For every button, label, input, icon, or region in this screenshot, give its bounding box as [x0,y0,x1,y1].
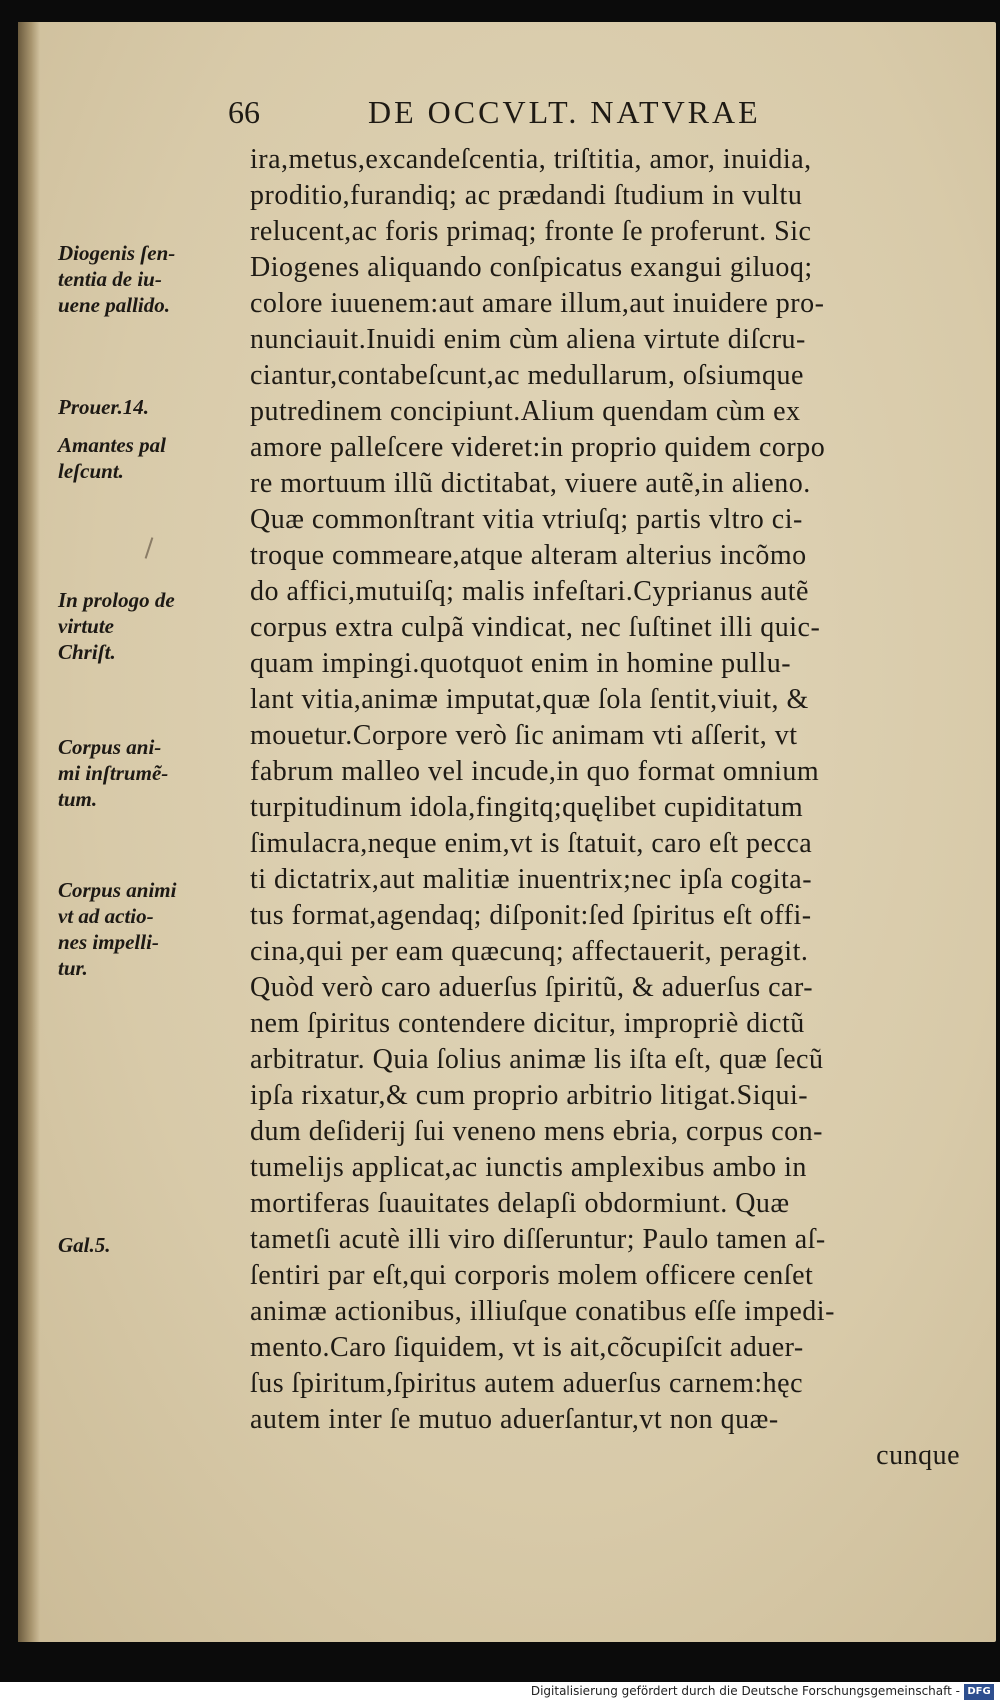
marginal-note: Gal.5. [58,1233,111,1257]
text-line: ciantur,contabeſcunt,ac medullarum, oſsiumque [250,360,804,391]
text-line: tus format,agendaq; diſponit:ſed ſpiritus eſt offi- [250,900,812,931]
text-line: putredinem concipiunt.Alium quendam cùm ex [250,396,801,427]
page-number: 66 [228,94,260,130]
text-line: quam impingi.quotquot enim in homine pullu- [250,648,792,679]
text-line: Quòd verò caro aduerſus ſpiritũ, & aduerſus car- [250,972,814,1003]
text-line: tametſi acutè illi viro diſſeruntur; Paulo tamen aſ- [250,1224,826,1255]
text-line: nem ſpiritus contendere dicitur, impropriè dictũ [250,1008,805,1039]
text-line: dum deſiderij ſui veneno mens ebria, corpus con- [250,1116,823,1147]
text-line: Diogenes aliquando conſpicatus exangui giluoq; [250,252,813,283]
text-line: relucent,ac foris primaq; fronte ſe proferunt. Sic [250,216,812,247]
text-line: ſimulacra,neque enim,vt is ſtatuit, caro eſt pecca [250,828,813,859]
text-line: mortiferas ſuauitates delapſi obdormiunt. Quæ [250,1188,790,1219]
text-line: Quæ commonſtrant vitia vtriuſq; partis vltro ci- [250,504,803,535]
text-line: lant vitia,animæ imputat,quæ ſola ſentit,viuit, & [250,684,809,715]
page-gutter-shadow [18,22,40,1642]
text-line: tumelijs applicat,ac iunctis amplexibus ambo in [250,1152,807,1183]
text-line: autem inter ſe mutuo aduerſantur,vt non quæ- [250,1404,779,1435]
text-line: colore iuuenem:aut amare illum,aut inuidere pro- [250,288,825,319]
text-line: troque commeare,atque alteram alterius incõmo [250,540,807,571]
marginal-note: Prouer.14. [58,395,150,419]
marginal-note: Corpus ani- mi inſtrumẽ- tum. [58,735,169,811]
text-line: cina,qui per eam quæcunq; affectauerit, peragit. [250,936,809,967]
footer-bar [0,1682,1000,1703]
text-line: mento.Caro ſiquidem, vt is ait,cõcupiſcit aduer- [250,1332,804,1363]
text-line: animæ actionibus, illiuſque conatibus eſſe impedi- [250,1296,835,1327]
text-line: proditio,furandiq; ac prædandi ſtudium in vultu [250,180,803,211]
text-line: amore palleſcere videret:in proprio quidem corpo [250,432,826,463]
funding-credit: Digitalisierung gefördert durch die Deutsche Forschungsgemeinschaft - [530,1684,960,1698]
text-line: re mortuum illũ dictitabat, viuere autẽ,in alieno. [250,468,811,499]
dfg-logo: DFG [964,1684,994,1700]
book-page [18,22,996,1642]
body-text [250,142,970,1474]
text-line: mouetur.Corpore verò ſic animam vti aſſerit, vt [250,720,798,751]
text-line: do affici,mutuiſq; malis infeſtari.Cyprianus autẽ [250,576,809,607]
text-line: ipſa rixatur,& cum proprio arbitrio litigat.Siqui- [250,1080,809,1111]
text-line: turpitudinum idola,fingitq;quęlibet cupiditatum [250,792,804,823]
marginal-note: Diogenis ſen- tentia de iu- uene pallido. [58,241,176,317]
page-header [18,94,996,134]
text-line: ira,metus,excandeſcentia, triſtitia, amor, inuidia, [250,144,812,175]
running-head: DE OCCVLT. NATVRAE [368,94,761,130]
text-line: ſentiri par eſt,qui corporis molem officere cenſet [250,1260,814,1291]
text-line: arbitratur. Quia ſolius animæ lis iſta eſt, quæ ſecũ [250,1044,824,1075]
ink-mark [145,537,154,559]
marginal-note: Amantes pal leſcunt. [58,433,166,483]
text-line: ti dictatrix,aut malitiæ inuentrix;nec ipſa cogita- [250,864,813,895]
catchword: cunque [876,1440,960,1471]
text-line: fabrum malleo vel incude,in quo format omnium [250,756,820,787]
marginal-note: Corpus animi vt ad actio- nes impelli- tur. [58,878,177,980]
text-line: ſus ſpiritum,ſpiritus autem aduerſus carnem:hęc [250,1368,804,1399]
text-line: nunciauit.Inuidi enim cùm aliena virtute diſcru- [250,324,806,355]
text-line: corpus extra culpã vindicat, nec ſuſtinet illi quic- [250,612,821,643]
marginal-note: In prologo de virtute Chriſt. [58,588,175,664]
